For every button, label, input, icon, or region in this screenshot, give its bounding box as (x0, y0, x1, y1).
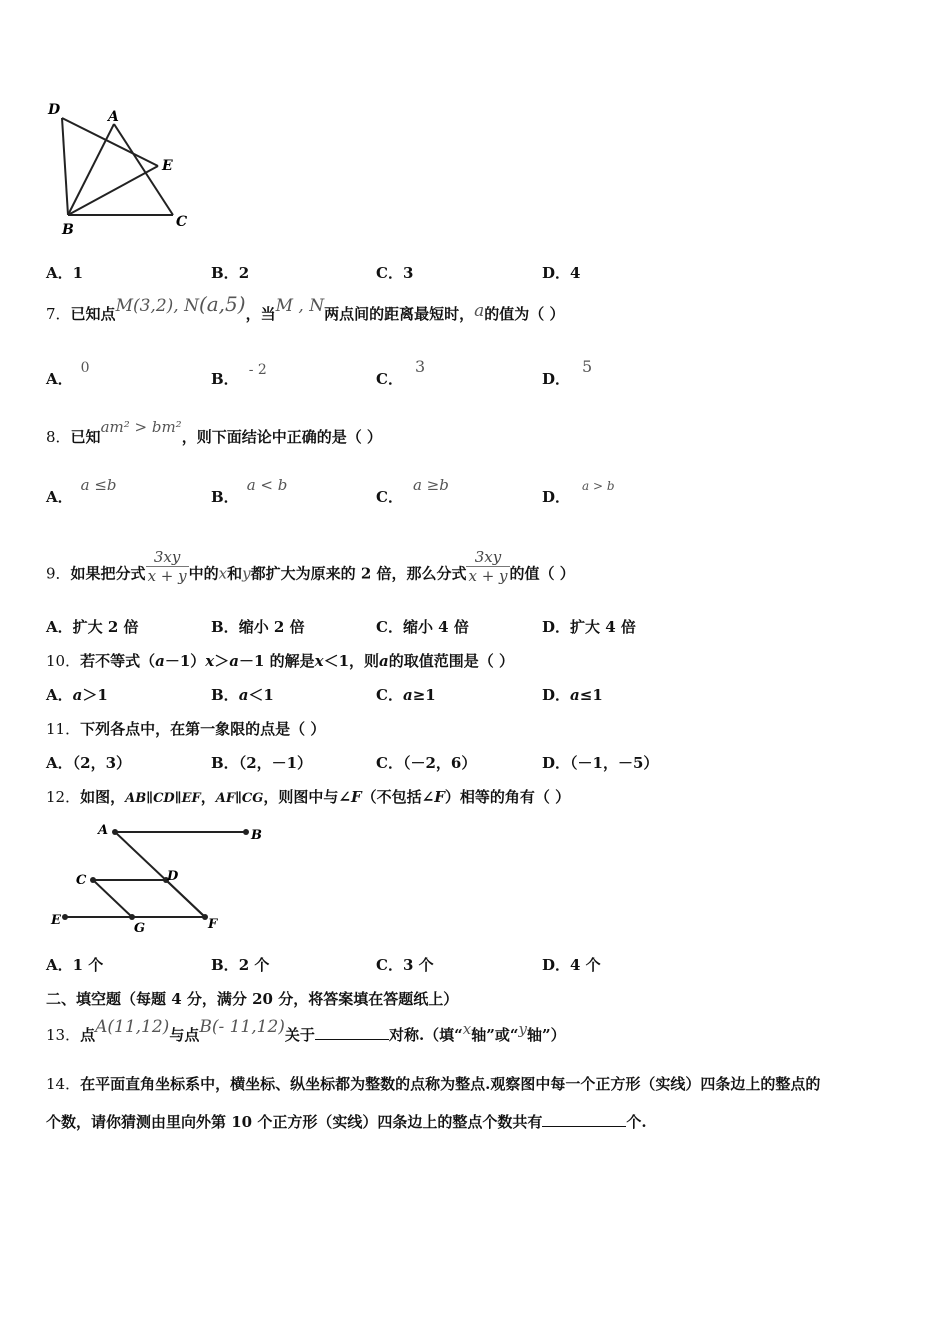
label-c: C (76, 873, 87, 888)
q14-line-2: 个数，请你猜测由里向外第 10 个正方形（实线）四条边上的整点个数共有 个. (46, 1113, 647, 1131)
q12-option-c[interactable]: C．3 个 (376, 956, 434, 974)
label-b: B (62, 222, 74, 238)
q10-option-d[interactable]: D．a≤1 (542, 686, 603, 704)
label-g: G (134, 921, 146, 936)
q12-option-d[interactable]: D．4 个 (542, 956, 601, 974)
label-d: D (48, 102, 61, 118)
q6-option-b[interactable]: B．2 (211, 264, 250, 282)
q11-option-d[interactable]: D．（－1，－5） (542, 754, 659, 772)
label-a: A (108, 109, 119, 125)
q9-fraction-2: $\frac{3xy}{x + y}$ (468, 548, 508, 585)
label-d: D (167, 869, 179, 884)
label-a: A (98, 823, 109, 838)
parallel-lines-figure (44, 818, 274, 938)
q10-option-c[interactable]: C．a≥1 (376, 686, 436, 704)
q12-option-b[interactable]: B．2 个 (211, 956, 270, 974)
triangle-figure (40, 98, 200, 238)
q9-option-c[interactable]: C．缩小 4 倍 (376, 618, 469, 636)
q8-option-b[interactable]: B．a < b (211, 476, 288, 506)
q11-option-a[interactable]: A．（2，3） (46, 754, 132, 772)
q7-stem: 7．已知点M(3,2), N(a,5)，当M , N两点间的距离最短时，a的值为（ ） (46, 292, 565, 323)
q6-option-c[interactable]: C．3 (376, 264, 414, 282)
q9-stem: 9．如果把分式 $\frac{3xy}{x + y}$ 中的x和y都扩大为原来的 2 倍，那么分式 $\frac{3xy}{x + y}$ 的值（ ） (46, 548, 575, 585)
q14-answer-blank[interactable] (542, 1112, 626, 1127)
q6-option-a[interactable]: A．1 (46, 264, 84, 282)
q11-stem: 11．下列各点中，在第一象限的点是（ ） (46, 720, 326, 738)
q8-option-d[interactable]: D．$^{a > b}$ (542, 479, 615, 506)
label-e: E (51, 913, 61, 928)
label-e: E (162, 158, 173, 174)
q12-option-a[interactable]: A．1 个 (46, 956, 104, 974)
label-c: C (176, 214, 188, 230)
q10-stem: 10．若不等式（a－1）x＞a－1 的解是x＜1，则a的取值范围是（ ） (46, 652, 515, 670)
q11-option-c[interactable]: C．（－2，6） (376, 754, 477, 772)
q7-option-a[interactable]: A．0 (46, 360, 90, 388)
q8-option-a[interactable]: A．a ≤b (46, 476, 117, 506)
q12-stem: 12．如图，AB∥CD∥EF，AF∥CG，则图中与∠F（不包括∠F）相等的角有（ ） (46, 788, 571, 806)
q13-stem: 13．点A(11,12)与点B(- 11,12)关于 对称.（填“x轴”或“y轴”） (46, 1017, 566, 1044)
q14-line-1: 14．在平面直角坐标系中，横坐标、纵坐标都为整数的点称为整点.观察图中每一个正方形（实线）四条边上的整点的 (46, 1075, 821, 1093)
label-b: B (251, 828, 262, 843)
q9-fraction-1: $\frac{3xy}{x + y}$ (147, 548, 187, 585)
q10-option-a[interactable]: A．a＞1 (46, 686, 108, 704)
q8-stem: 8．已知am² > bm²，则下面结论中正确的是（ ） (46, 418, 382, 446)
q10-option-b[interactable]: B．a＜1 (211, 686, 274, 704)
q9-option-a[interactable]: A．扩大 2 倍 (46, 618, 139, 636)
q7-option-b[interactable]: B． - 2 (211, 362, 267, 388)
section-two-heading: 二、填空题（每题 4 分，满分 20 分，将答案填在答题纸上） (46, 990, 459, 1008)
q7-option-d[interactable]: D．5 (542, 357, 593, 388)
label-f: F (208, 917, 218, 932)
q11-option-b[interactable]: B．（2，－1） (211, 754, 313, 772)
q8-option-c[interactable]: C．a ≥b (376, 476, 449, 506)
q9-option-b[interactable]: B．缩小 2 倍 (211, 618, 305, 636)
q6-option-d[interactable]: D．4 (542, 264, 581, 282)
q9-option-d[interactable]: D．扩大 4 倍 (542, 618, 636, 636)
q7-option-c[interactable]: C．3 (376, 357, 426, 388)
q13-answer-blank[interactable] (315, 1025, 389, 1040)
